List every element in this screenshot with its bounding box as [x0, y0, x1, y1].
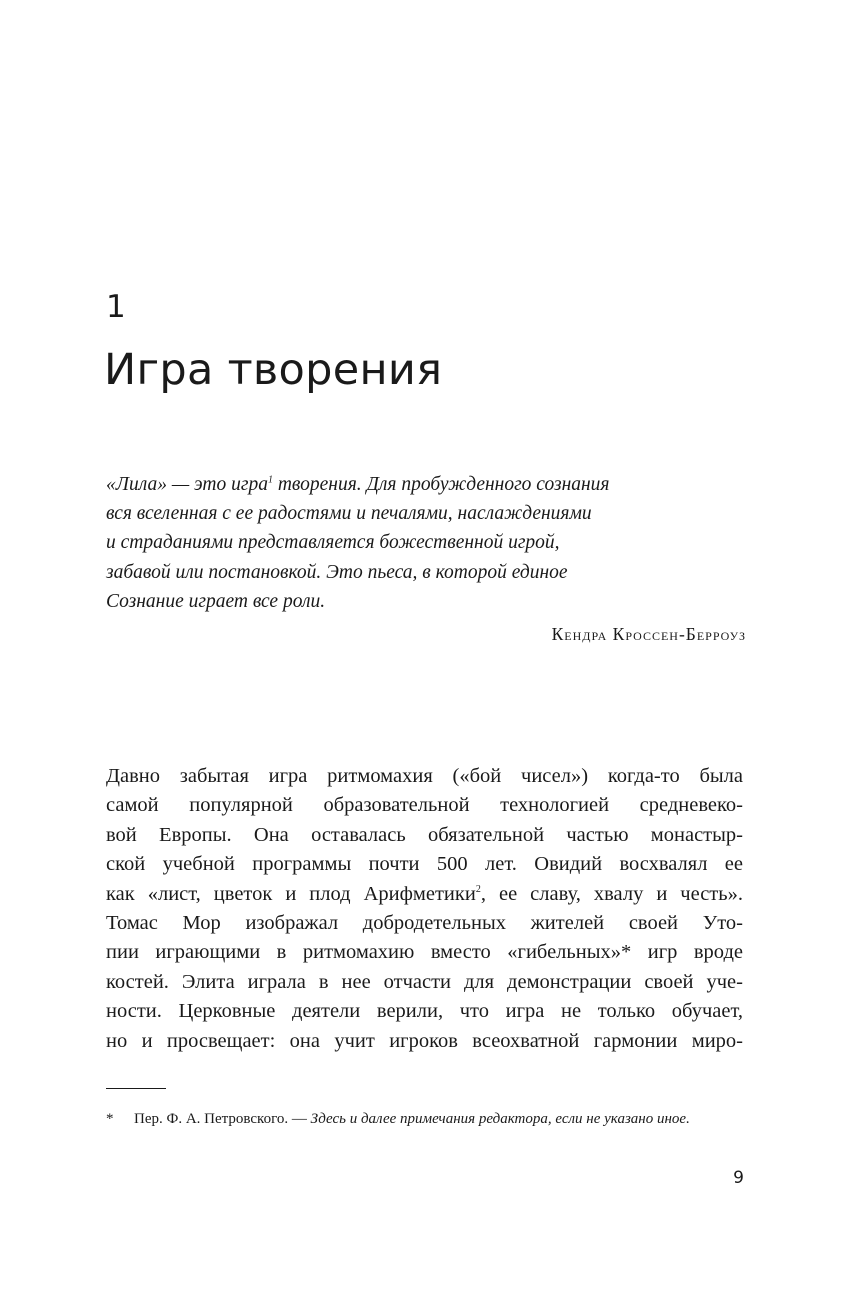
body-line: ской учебной программы почти 500 лет. Овидий восхвалял ее	[106, 853, 743, 876]
epigraph-line-text: творения. Для пробужденного сознания	[272, 474, 610, 495]
body-line-text: как «лист, цветок и плод Арифметики	[106, 882, 476, 905]
epigraph-line: Сознание играет все роли.	[106, 590, 326, 612]
epigraph	[106, 470, 746, 616]
body-line: но и просвещает: она учит игроков всеохватной гармонии миро-	[106, 1029, 743, 1052]
footnote-ref: 2	[475, 883, 481, 895]
body-line: ности. Церковные деятели верили, что игра не только обучает,	[106, 1000, 743, 1023]
body-line: Давно забытая игра ритмомахия («бой чисел») когда-то была	[106, 765, 743, 787]
footnote-ref: 1	[267, 474, 273, 486]
page-number: 9	[733, 1168, 744, 1188]
chapter-title: Игра творения	[104, 345, 443, 395]
epigraph-line: вся вселенная с ее радостями и печалями, наслаждениями	[106, 503, 592, 525]
body-line: самой популярной образовательной технологией средневеко-	[106, 794, 743, 817]
body-line-text: , ее славу, хвалу и честь».	[480, 882, 743, 905]
footnote-mark: *	[106, 1111, 114, 1127]
epigraph-line-text: «Лила» — это игра	[106, 474, 268, 495]
footnote-plain: Пер. Ф. А. Петровского. —	[134, 1111, 311, 1127]
body-line	[106, 880, 743, 909]
epigraph-line: и страданиями представляется божественной игрой,	[106, 532, 560, 554]
body-paragraph	[106, 762, 743, 1056]
body-line: вой Европы. Она оставалась обязательной частью монастыр-	[106, 823, 743, 846]
chapter-number: 1	[106, 289, 126, 325]
epigraph-author: Кендра Кроссен-Берроуз	[551, 624, 746, 644]
body-line: костей. Элита играла в нее отчасти для демонстрации своей уче-	[106, 970, 743, 993]
footnote-text	[134, 1108, 746, 1130]
body-line: пии играющими в ритмомахию вместо «гибельных»* игр вроде	[106, 941, 743, 964]
epigraph-line	[106, 470, 746, 499]
footnote	[106, 1108, 746, 1130]
epigraph-line: забавой или постановкой. Это пьеса, в которой единое	[106, 561, 568, 583]
body-line: Томас Мор изображал добродетельных жителей своей Уто-	[106, 912, 743, 935]
footnote-divider	[106, 1088, 166, 1089]
footnote-italic: Здесь и далее примечания редактора, если не указано иное.	[310, 1111, 690, 1127]
